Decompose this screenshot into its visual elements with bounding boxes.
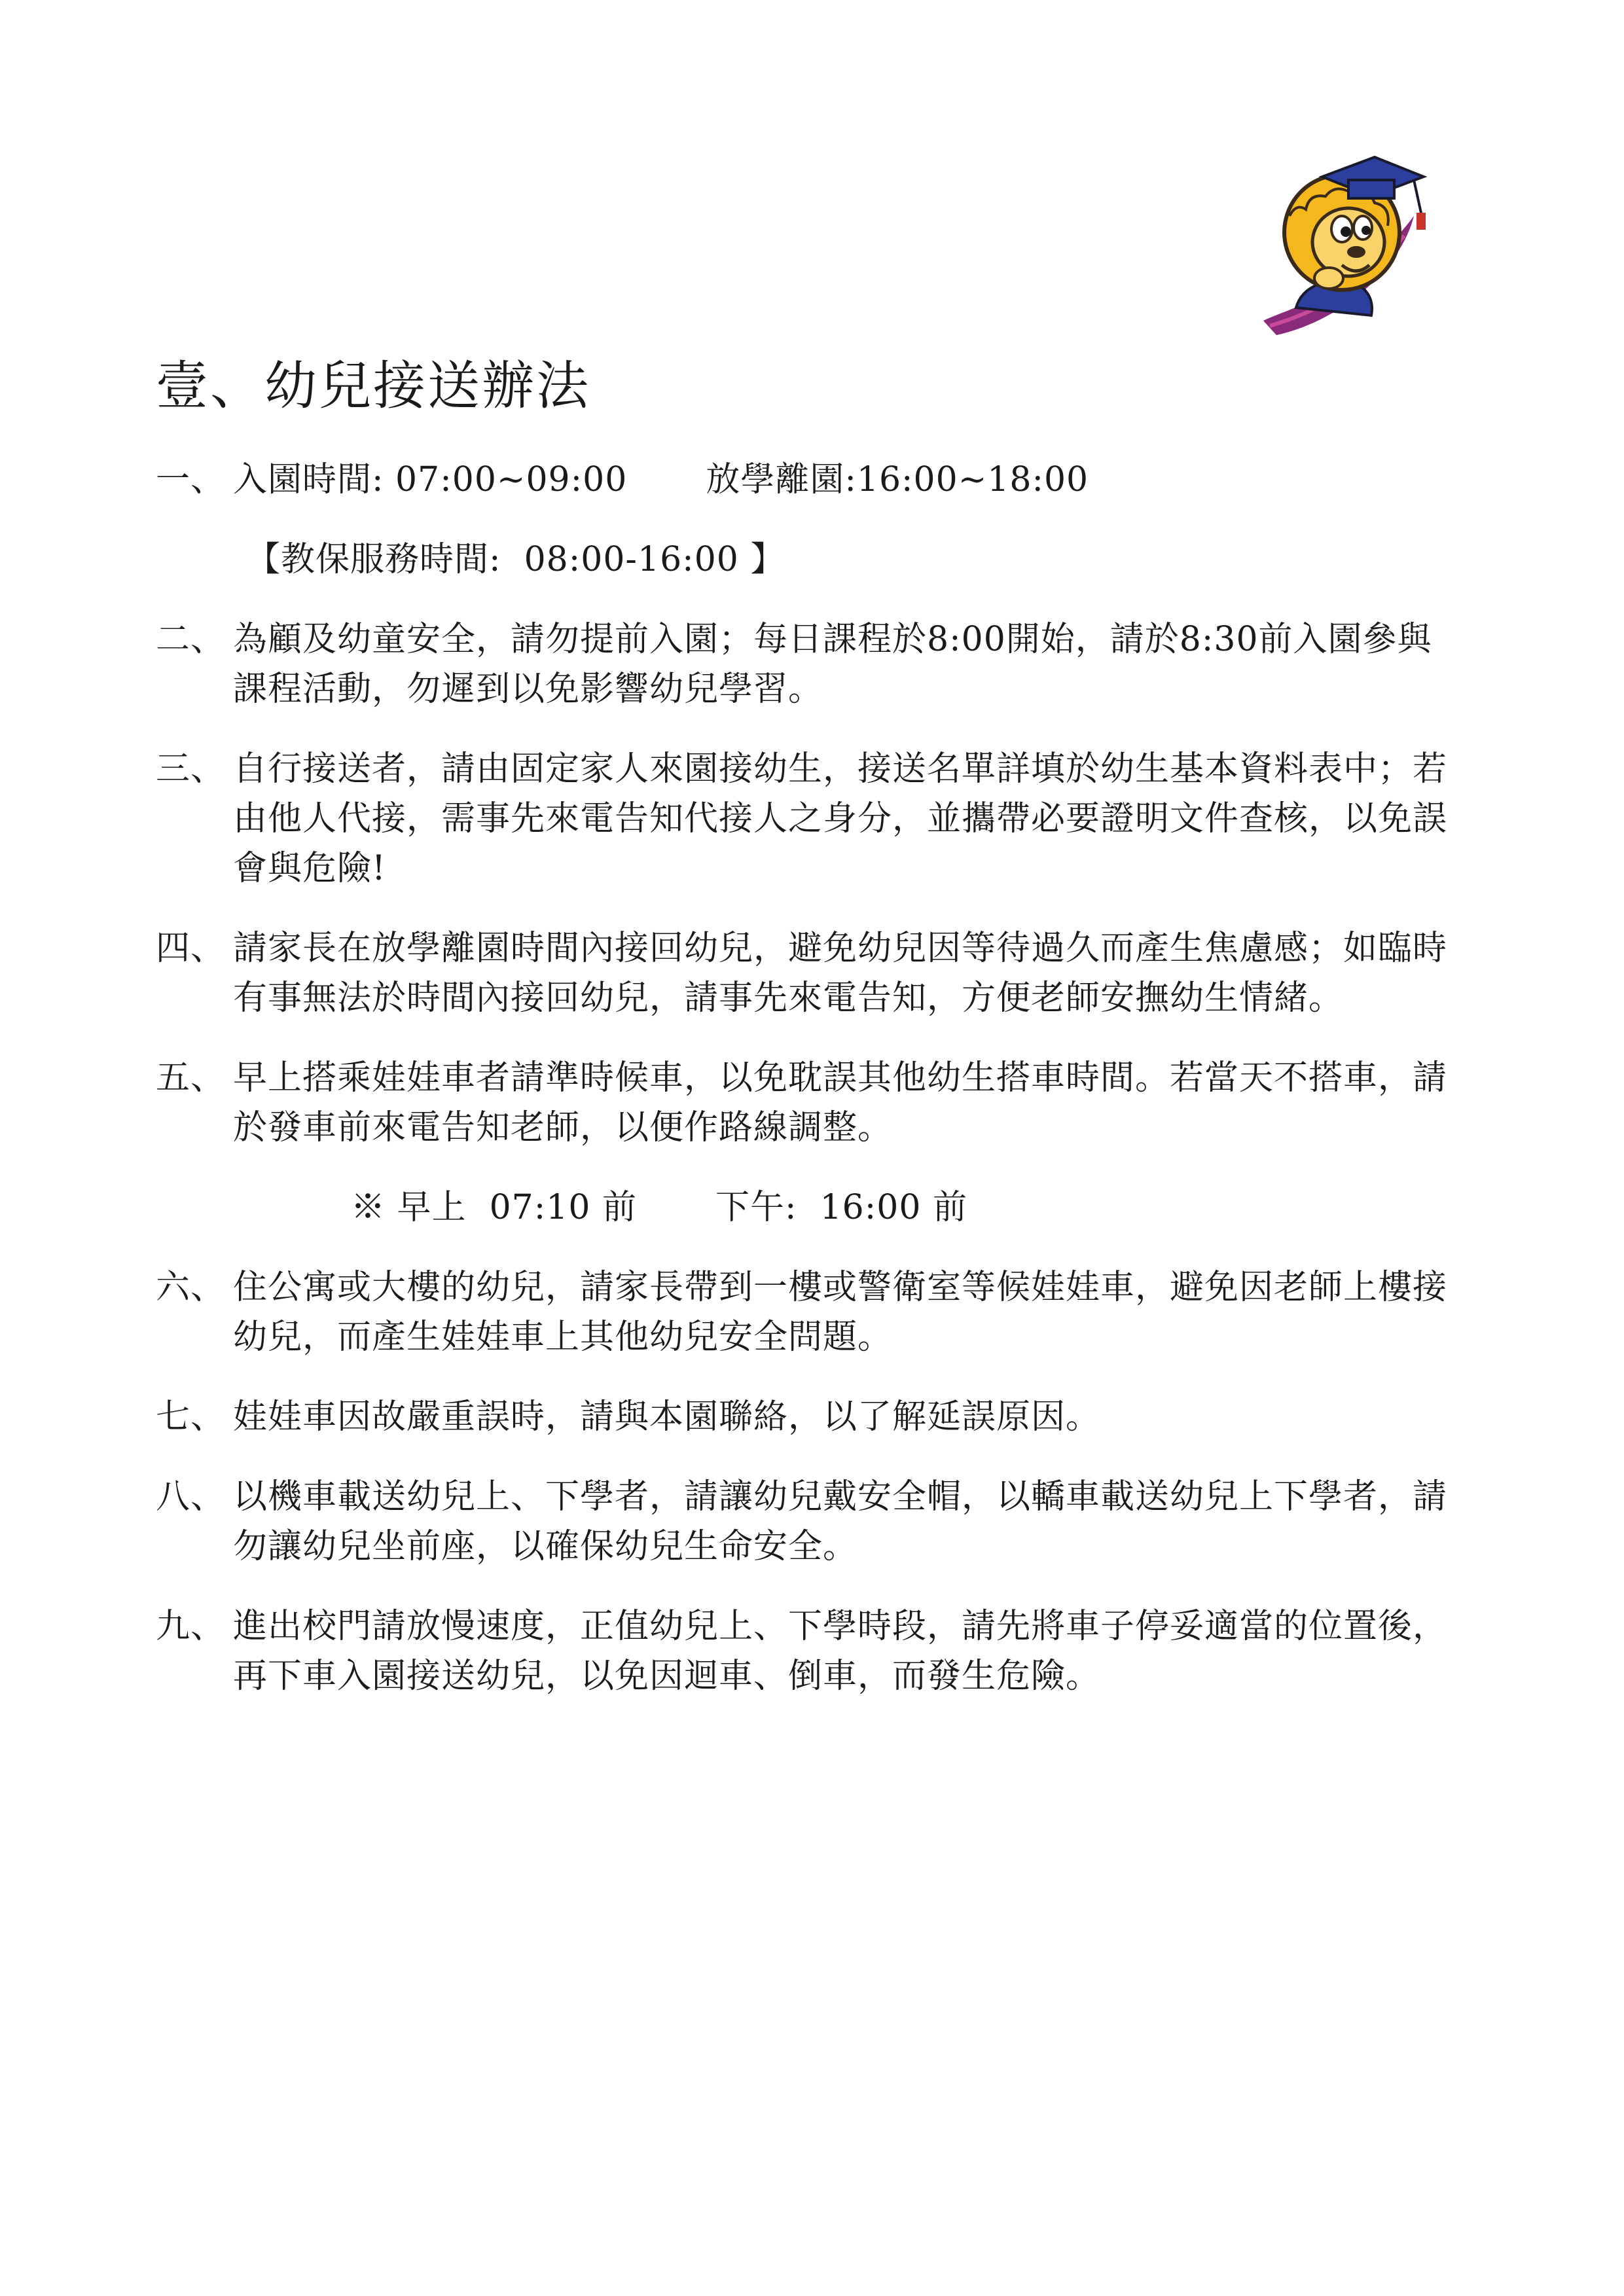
rule-item-4 <box>156 924 1465 1023</box>
rule-text: 以機車載送幼兒上、下學者，請讓幼兒戴安全帽，以轎車載送幼兒上下學者，請勿讓幼兒坐前座，以確保幼兒生命安全。 <box>233 1477 1448 1566</box>
pickup-rules-list <box>156 455 1465 1731</box>
bus-time-note <box>233 1183 1465 1232</box>
rule-marker: 七、 <box>156 1397 226 1437</box>
rule-marker: 五、 <box>156 1058 226 1098</box>
entry-time-text: 入園時間: 07:00~09:00 <box>233 460 628 499</box>
rule-text: 請家長在放學離園時間內接回幼兒，避免幼兒因等待過久而產生焦慮感；如臨時有事無法於時間內接回幼兒，請事先來電告知，方便老師安撫幼生情緒。 <box>233 929 1448 1018</box>
rule-item-6 <box>156 1263 1465 1362</box>
rule-text <box>233 455 1465 505</box>
lion-graduate-mascot-icon <box>1250 144 1447 340</box>
rule-marker: 九、 <box>156 1607 226 1646</box>
rule-text: 住公寓或大樓的幼兒，請家長帶到一樓或警衛室等候娃娃車，避免因老師上樓接幼兒，而產生娃娃車上其他幼兒安全問題。 <box>233 1268 1448 1357</box>
rule-item-1 <box>156 455 1465 584</box>
rule-text: 進出校門請放慢速度，正值幼兒上、下學時段，請先將車子停妥適當的位置後，再下車入園接送幼兒，以免因迴車、倒車，而發生危險。 <box>233 1607 1448 1696</box>
rule-text: 娃娃車因故嚴重誤時，請與本園聯絡，以了解延誤原因。 <box>233 1397 1101 1437</box>
rule-text: 為顧及幼童安全，請勿提前入園；每日課程於8:00開始，請於8:30前入園參與課程活動，勿遲到以免影響幼兒學習。 <box>233 620 1432 709</box>
rule-item-2 <box>156 615 1465 714</box>
rule-marker: 一、 <box>156 460 226 499</box>
rule-item-8 <box>156 1472 1465 1571</box>
rule-item-7 <box>156 1392 1465 1442</box>
rule-item-5 <box>156 1053 1465 1232</box>
rule-marker: 四、 <box>156 929 226 968</box>
rule-item-9 <box>156 1602 1465 1701</box>
rule-marker: 八、 <box>156 1477 226 1516</box>
rule-item-3 <box>156 744 1465 893</box>
rule-text: 自行接送者，請由固定家人來園接幼生，接送名單詳填於幼生基本資料表中；若由他人代接，需事先來電告知代接人之身分，並攜帶必要證明文件查核，以免誤會與危險! <box>233 749 1448 888</box>
afternoon-time-text: 下午: 16:00 前 <box>715 1188 967 1227</box>
rule-marker: 二、 <box>156 620 226 659</box>
section-title: 壹、幼兒接送辦法 <box>156 355 590 416</box>
rule-text: 早上搭乘娃娃車者請準時候車，以免耽誤其他幼生搭車時間。若當天不搭車，請於發車前來電告知老師，以便作路線調整。 <box>233 1058 1448 1147</box>
morning-time-text: ※ 早上 07:10 前 <box>351 1188 637 1227</box>
leave-time-text: 放學離園:16:00~18:00 <box>706 460 1089 499</box>
service-hours-note: 【教保服務時間: 08:00-16:00 】 <box>246 540 785 579</box>
rule-marker: 三、 <box>156 749 226 789</box>
rule-marker: 六、 <box>156 1268 226 1307</box>
